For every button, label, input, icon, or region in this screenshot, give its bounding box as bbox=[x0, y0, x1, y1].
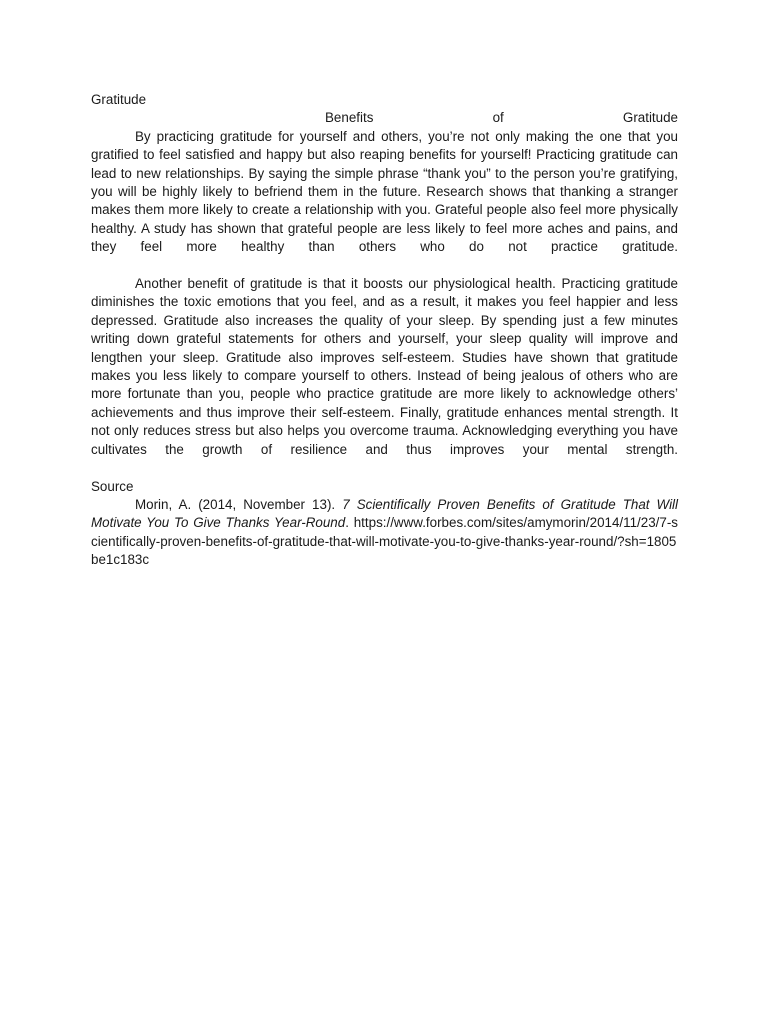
citation-author-date: Morin, A. (2014, November 13). bbox=[135, 496, 336, 512]
document-title bbox=[91, 109, 678, 127]
citation-url[interactable]: https://www.forbes.com/sites/amymorin/2014/11/23/7-scientifically-proven-benefits-of-gratitude-that-will-motivate-you-to-give-thanks-year-round/?sh=1805be1c183c bbox=[91, 515, 678, 568]
section-spacer bbox=[91, 459, 678, 477]
citation-title: 7 Scientifically Proven Benefits of Gratitude That Will Motivate You To Give Thanks Year-Round bbox=[91, 496, 678, 531]
document-body bbox=[91, 91, 678, 570]
title-word-of: of bbox=[492, 110, 504, 126]
citation-title-end: . bbox=[345, 515, 349, 531]
source-label: Source bbox=[91, 478, 134, 494]
paragraph-relationships: By practicing gratitude for yourself and others, you’re not only making the one that you gratified to feel satisfied and happy but also reaping benefits for yourself! Practicing gratitude can lead to new relationships. By saying the simple phrase “thank you” to the person you’re gratifying, you will be highly likely to befriend them in the future. Research shows that thanking a stranger makes them more likely to create a relationship with you. Grateful people also feel more physically healthy. A study has shown that grateful people are less likely to feel more aches and pains, and they feel more healthy than others who do not practice gratitude. bbox=[91, 128, 678, 255]
title-word-benefits: Benefits bbox=[325, 110, 374, 126]
paragraph-physiological: Another benefit of gratitude is that it boosts our physiological health. Practicing gratitude diminishes the toxic emotions that you feel, and as a result, it makes you feel happier and less depressed. Gratitude also increases the quality of your sleep. By spending just a few minutes writing down grateful statements for others and yourself, your sleep quality will improve and lengthen your sleep. Gratitude also improves self-esteem. Studies have shown that gratitude makes you less likely to compare yourself to others. Instead of being jealous of others who are more fortunate than you, people who practice gratitude are more likely to acknowledge others’ achievements and thus improve their self-esteem. Finally, gratitude enhances mental strength. It not only reduces stress but also helps you overcome trauma. Acknowledging everything you have cultivates the growth of resilience and thus improves your mental strength. bbox=[91, 276, 678, 457]
paragraph-spacer bbox=[91, 257, 678, 275]
citation bbox=[91, 496, 678, 570]
title-word-gratitude: Gratitude bbox=[622, 110, 678, 126]
document-label: Gratitude bbox=[91, 92, 147, 107]
